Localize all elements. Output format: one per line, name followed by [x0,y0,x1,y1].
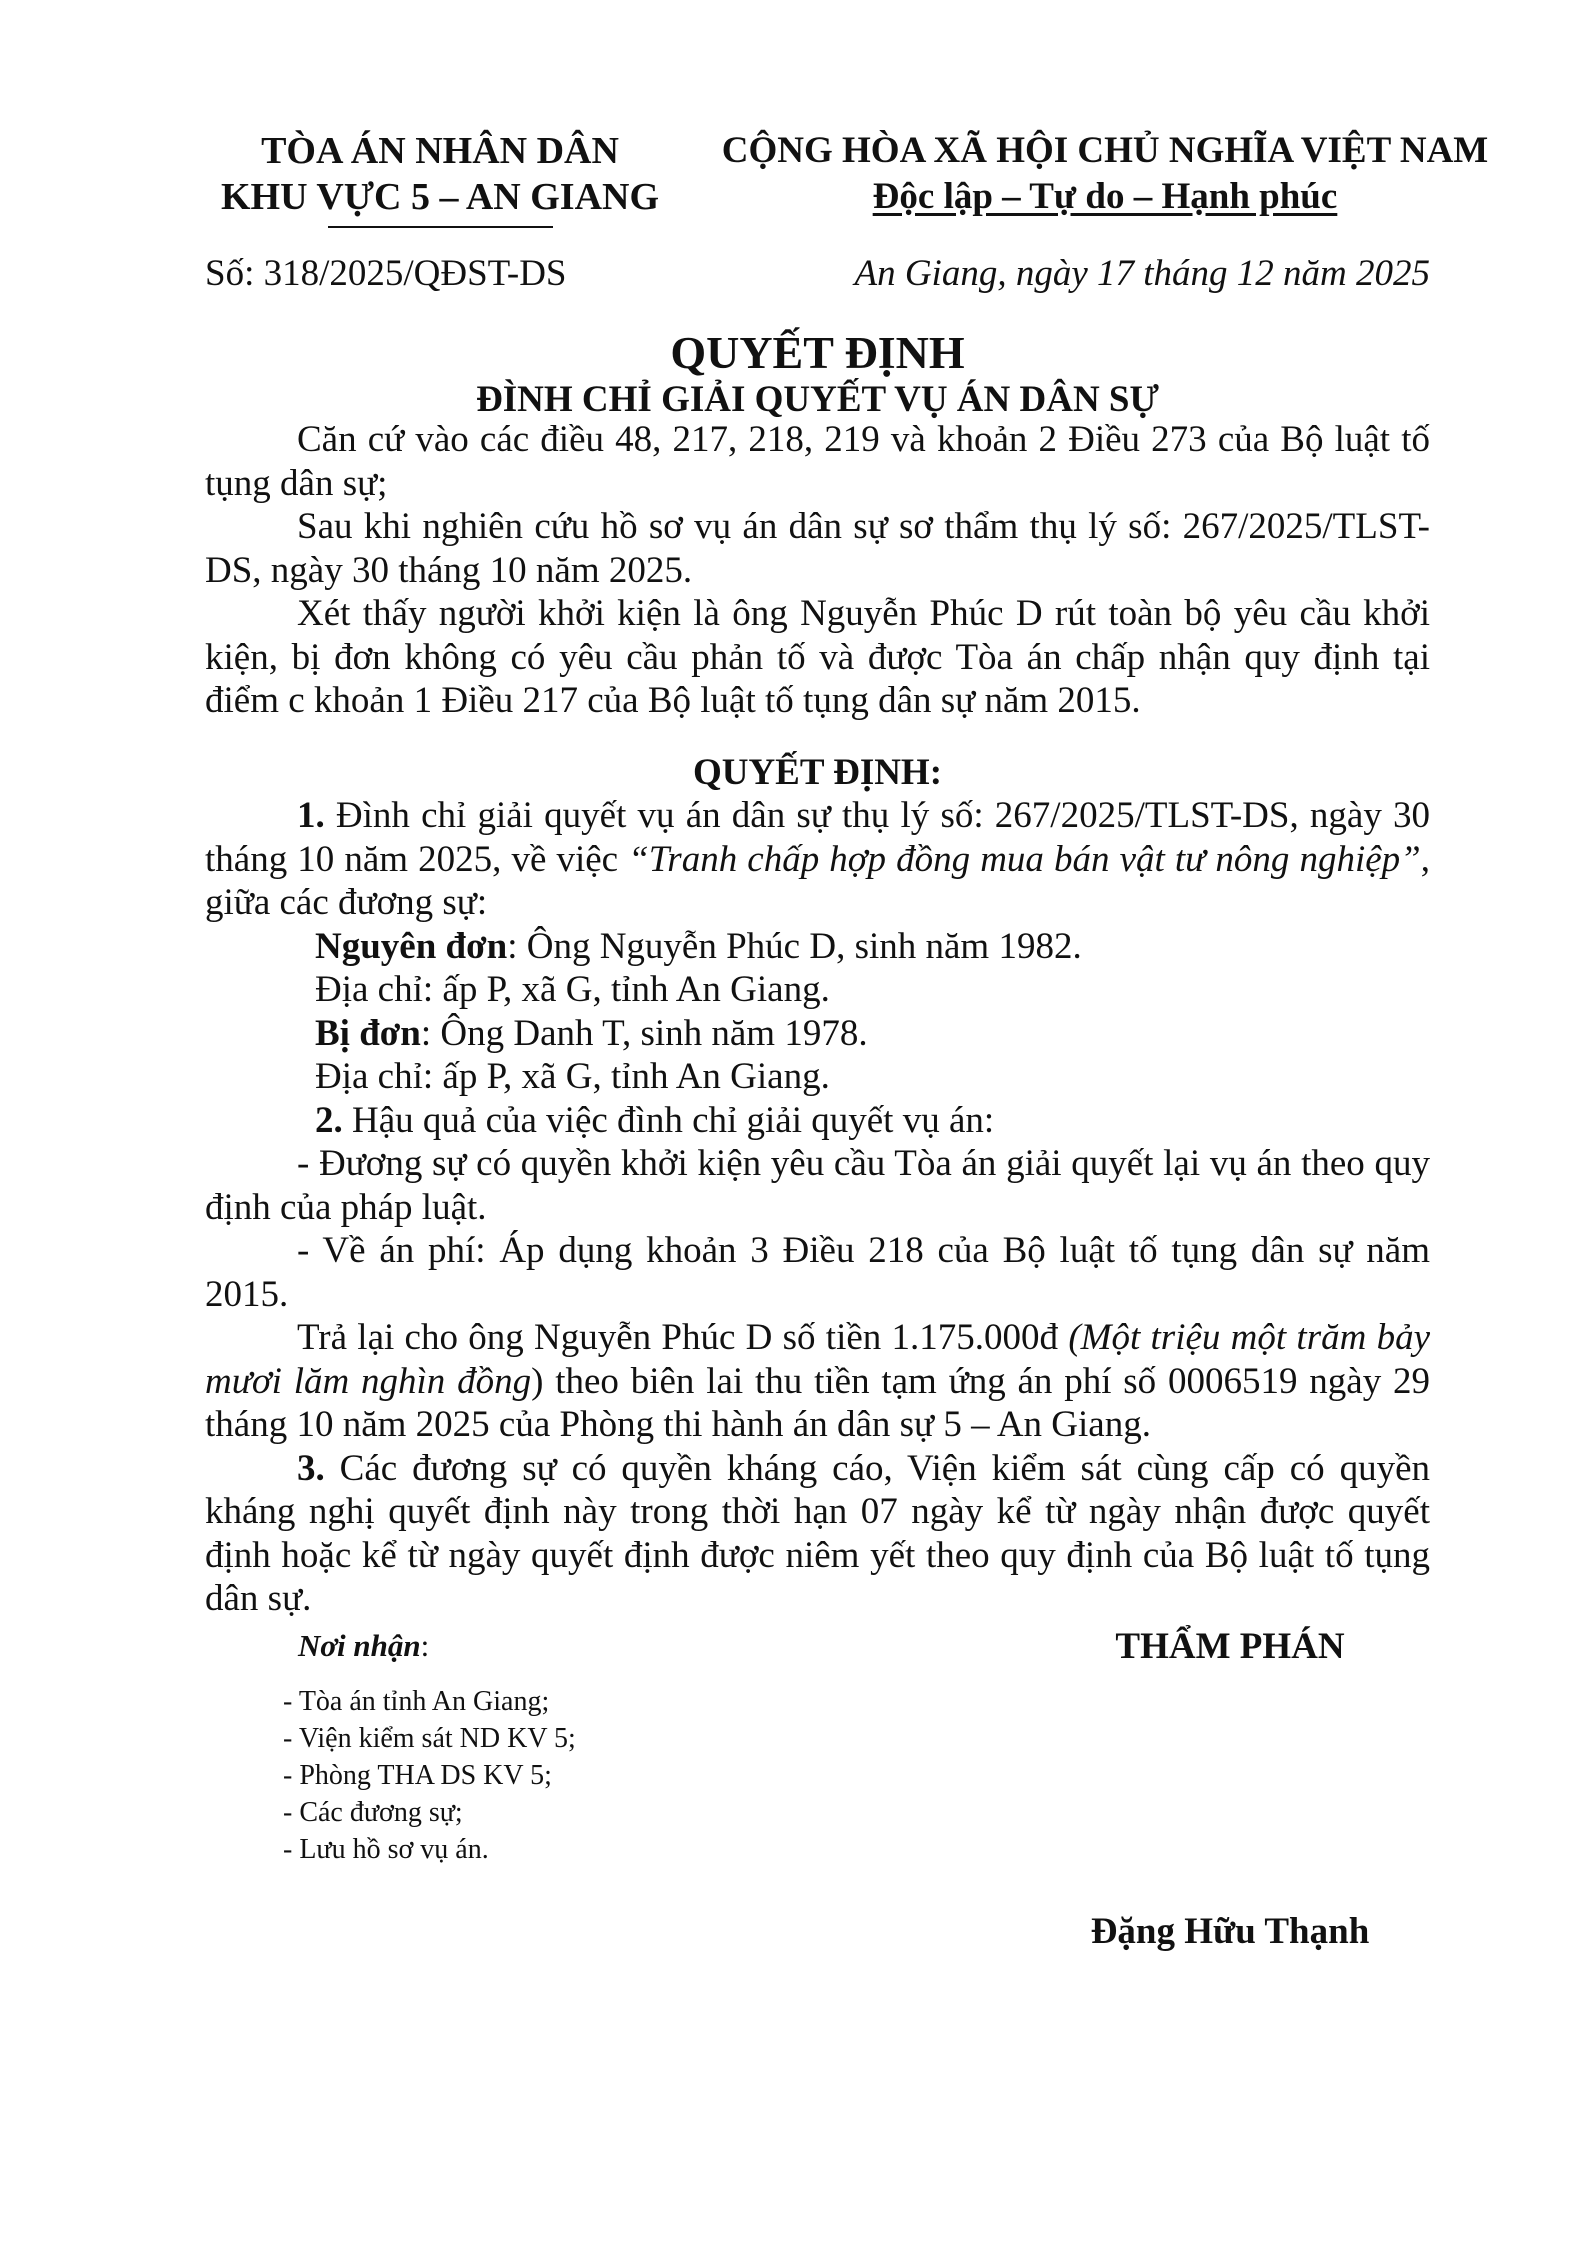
court-header-rule [328,226,553,228]
plaintiff-address: Địa chỉ: ấp P, xã G, tỉnh An Giang. [315,969,830,1010]
preamble-considerations: Xét thấy người khởi kiện là ông Nguyễn Phúc D rút toàn bộ yêu cầu khởi kiện, bị đơn không có yêu cầu phản tố và được Tòa án chấp nhận quy định tại điểm c khoản 1 Điều 217 của Bộ luật tố tụng dân sự năm 2015. [205,593,1430,721]
fee-refund [205,1316,1430,1447]
recipients-label [298,1628,429,1664]
document-subtitle: ĐÌNH CHỈ GIẢI QUYẾT VỤ ÁN DÂN SỰ [476,379,1159,420]
document-number: Số: 318/2025/QĐST-DS [205,253,567,294]
recipient-item: - Lưu hồ sơ vụ án. [283,1834,489,1865]
signer-name: Đặng Hữu Thạnh [1090,1911,1370,1952]
refund-text: Trả lại cho ông Nguyễn Phúc D số tiền 1.175.000đ [297,1317,1069,1358]
recipient-item: - Các đương sự; [283,1797,463,1828]
court-name: TÒA ÁN NHÂN DÂN [261,130,619,172]
court-region: KHU VỰC 5 – AN GIANG [220,176,660,218]
refund-amount-words: (Một triệu một trăm bảy mươi lăm nghìn đồng [205,1317,1431,1402]
defendant-label: Bị đơn [315,1012,421,1054]
item-1-text-end: , giữa các đương sự: [205,838,1431,923]
decision-item-2 [205,1099,1430,1143]
national-header [715,128,1495,220]
document-title: QUYẾT ĐỊNH [670,327,965,378]
defendant-address: Địa chỉ: ấp P, xã G, tỉnh An Giang. [315,1056,830,1097]
decision-heading: QUYẾT ĐỊNH: [692,751,943,793]
item-2-number: 2. [315,1099,343,1141]
preamble-legal-basis: Căn cứ vào các điều 48, 217, 218, 219 và khoản 2 Điều 273 của Bộ luật tố tụng dân sự; [205,419,1430,504]
plaintiff-label: Nguyên đơn [315,925,508,967]
plaintiff [205,925,1430,969]
item-1-text: Đình chỉ giải quyết vụ án dân sự thụ lý số: 267/2025/TLST-DS, ngày 30 tháng 10 năm 2025, về việc [205,795,1430,880]
refund-text-end: ) theo biên lai thu tiền tạm ứng án phí số 0006519 ngày 29 tháng 10 năm 2025 của Phòng thi hành án dân sự 5 – An Giang. [205,1360,1430,1445]
recipients-colon: : [420,1628,430,1663]
decision-item-1 [205,794,1430,925]
recipient-item: - Tòa án tỉnh An Giang; [283,1686,550,1717]
preamble-case-review: Sau khi nghiên cứu hồ sơ vụ án dân sự sơ thẩm thụ lý số: 267/2025/TLST-DS, ngày 30 tháng 10 năm 2025. [205,506,1430,591]
decision-item-3 [205,1447,1430,1621]
case-subject: “Tranh chấp hợp đồng mua bán vật tư nông nghiệp” [628,838,1421,880]
consequence-refile: - Đương sự có quyền khởi kiện yêu cầu Tòa án giải quyết lại vụ án theo quy định của pháp luật. [205,1143,1430,1228]
court-header [205,128,675,228]
national-motto: Độc lập – Tự do – Hạnh phúc [872,176,1338,217]
item-1-number: 1. [297,795,325,836]
item-3-number: 3. [297,1447,325,1489]
recipients-label-text: Nơi nhận [298,1628,421,1663]
item-3-text: Các đương sự có quyền kháng cáo, Viện kiểm sát cùng cấp có quyền kháng nghị quyết định này trong thời hạn 07 ngày kể từ ngày nhận được quyết định hoặc kể từ ngày quyết định được niêm yết theo quy định của Bộ luật tố tụng dân sự. [205,1447,1430,1619]
signer-title: THẨM PHÁN [1115,1626,1345,1667]
recipient-item: - Phòng THA DS KV 5; [283,1760,552,1791]
consequence-court-fee: - Về án phí: Áp dụng khoản 3 Điều 218 của Bộ luật tố tụng dân sự năm 2015. [205,1230,1430,1315]
document-body [205,418,1430,1621]
item-2-text: Hậu quả của việc đình chỉ giải quyết vụ án: [342,1099,995,1141]
national-title: CỘNG HÒA XÃ HỘI CHỦ NGHĨA VIỆT NAM [721,130,1489,171]
recipient-item: - Viện kiểm sát ND KV 5; [283,1723,576,1754]
plaintiff-value: : Ông Nguyễn Phúc D, sinh năm 1982. [507,925,1082,967]
recipients-list [283,1683,576,1868]
defendant [205,1012,1430,1056]
place-date: An Giang, ngày 17 tháng 12 năm 2025 [854,253,1430,294]
defendant-value: : Ông Danh T, sinh năm 1978. [420,1012,868,1054]
